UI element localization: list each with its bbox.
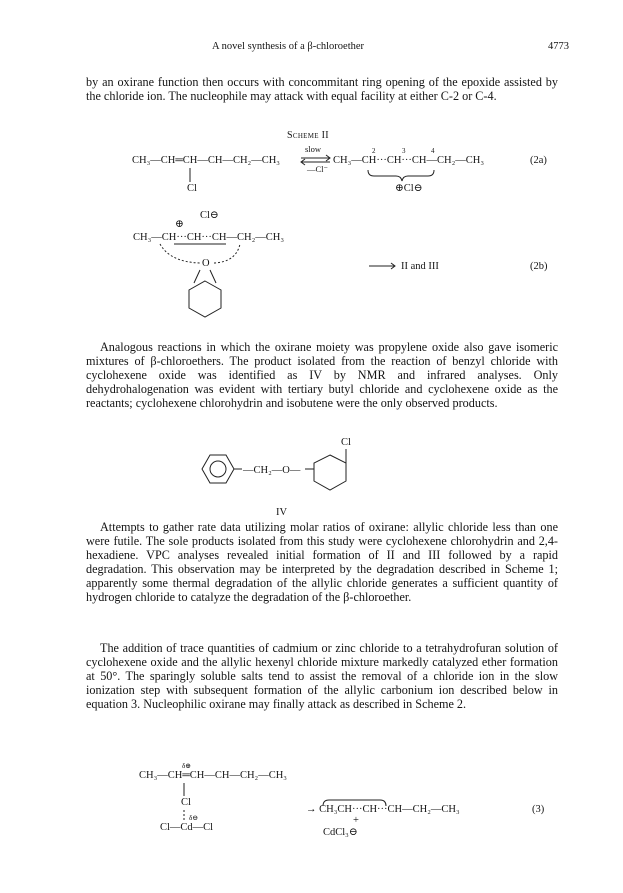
page-number: 4773 <box>548 41 569 52</box>
arrow-label-slow: slow <box>305 144 322 154</box>
iv-ether-linkage: —CH₂—O— <box>243 465 301 476</box>
eq3-reactant: CH₃—CH═CH—CH—CH₂—CH₃ <box>139 770 287 781</box>
eq2a-chloro-substituent: Cl <box>187 183 197 194</box>
eq3-cadmium-chloride: Cl—Cd—Cl <box>160 822 214 833</box>
eq2b-chloride-anion: Cl⊖ <box>200 210 219 221</box>
eq2a-allylic-cation: CH₃—CH···CH···CH—CH₂—CH₃ <box>333 155 484 166</box>
eq3-allyl-brace <box>323 800 386 806</box>
locant-2: 2 <box>372 147 376 155</box>
eq2a-label: (2a) <box>530 155 547 166</box>
eq2a-allyl-brace <box>368 170 434 181</box>
eq2b-epoxide-right-bond <box>210 270 216 283</box>
iv-cyclohexane-ring <box>314 455 346 490</box>
iv-benzene-ring <box>202 455 234 483</box>
eq2b-right-dotted-bond <box>214 244 240 263</box>
eq2b-oxygen: O <box>202 258 210 269</box>
structure-iv-label: IV <box>276 507 288 518</box>
iv-aromatic-circle <box>210 461 226 477</box>
eq2a-counterion: ⊕Cl⊖ <box>395 183 423 194</box>
paragraph-metal-catalysis: The addition of trace quantities of cadmium or zinc chloride to a tetrahydrofuran solution of cyclohexene oxide and the allylic hexenyl chloride mixture markedly catalyzed ether formation at 50°. The sparingly soluble salts tend to assist the removal of a chloride ion in the slow ionization step with subsequent formation of the allylic carbonium ion described below in equation 3. Nucleophilic oxirane may finally attack as described in Scheme 2. <box>86 641 558 711</box>
locant-3: 3 <box>402 147 406 155</box>
eq3-trichlorocadmate: CdCl₃⊖ <box>323 827 358 838</box>
eq3-product-cation: → CH₃CH···CH···CH—CH₂—CH₃ <box>306 804 460 815</box>
eq3-partial-negative: δ⊖ <box>189 814 199 822</box>
running-title: A novel synthesis of a β-chloroether <box>212 41 365 52</box>
eq2a-reactant: CH₃—CH═CH—CH—CH₂—CH₃ <box>132 155 280 166</box>
scheme-title: Scheme II <box>287 130 329 141</box>
eq2b-products: II and III <box>401 261 439 272</box>
eq3-plus-sign: + <box>353 815 359 826</box>
eq2b-cation-chain: CH₃—CH···CH···CH—CH₂—CH₃ <box>133 232 284 243</box>
eq2b-left-dotted-bond <box>160 244 200 263</box>
paragraph-intro: by an oxirane function then occurs with concommitant ring opening of the epoxide assisted by the chloride ion. The nucleophile may attack with equal facility at either C-2 or C-4. <box>86 75 558 103</box>
eq2b-positive-charge: ⊕ <box>175 219 184 230</box>
eq2b-cyclohexane-ring <box>189 281 221 317</box>
locant-4: 4 <box>431 147 435 155</box>
paragraph-analogous-reactions: Analogous reactions in which the oxirane moiety was propylene oxide also gave isomeric mixtures of β-chloroethers. The product isolated from the reaction of benzyl chloride with cyclohexene oxide was identified as IV by NMR and infrared analyses. Only dehydrohalogenation was evident with tertiary butyl chloride and cyclohexene oxide as the reactants; cyclohexene chlorohydrin and isobutene were the only observed products. <box>86 340 558 410</box>
eq3-partial-positive: δ⊕ <box>182 762 192 770</box>
paragraph-rate-data: Attempts to gather rate data utilizing molar ratios of oxirane: allylic chloride less than one were futile. The sole products isolated from this study were cyclohexene chlorohydrin and 2,4-hexadiene. VPC analyses revealed initial formation of II and III followed by a rapid degradation. This observation may be interpreted by the degradation described in Scheme 1; apparently some thermal degradation of the allylic chloride generates a sufficient quantity of hydrogen chloride to catalyze the degradation of the β-chloroether. <box>86 520 558 604</box>
arrow-label-chloride-loss: —Cl⁻ <box>307 164 329 174</box>
eq3-label: (3) <box>532 804 545 815</box>
eq3-chloro-substituent: Cl <box>181 797 191 808</box>
eq2b-epoxide-left-bond <box>194 270 200 283</box>
iv-chloro-substituent: Cl <box>341 437 351 448</box>
eq2b-label: (2b) <box>530 261 548 272</box>
